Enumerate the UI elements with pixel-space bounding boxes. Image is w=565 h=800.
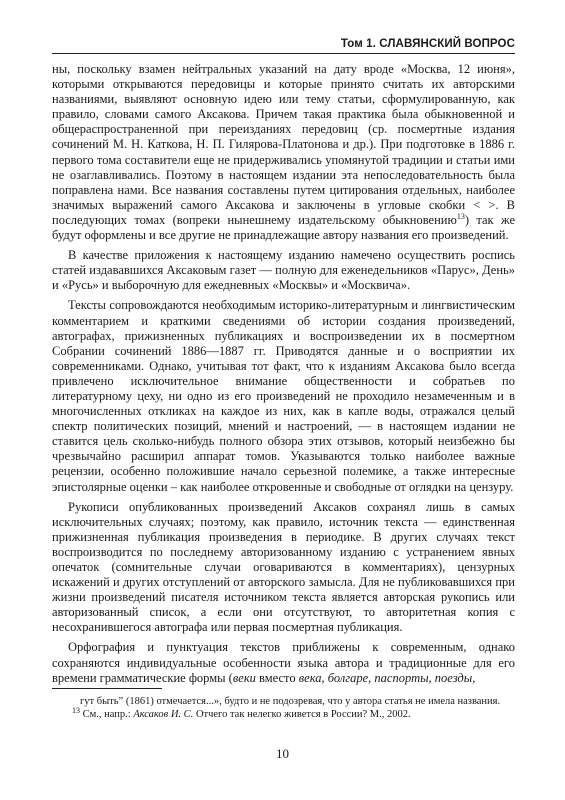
- text-run: В качестве приложения к настоящему изданию намечено осуществить роспись статей издававшихся Аксаковым газет — полную для еженедельников «Парус», День» и «Русь» и выборочную для ежедневных «Москвы» и «Москвича».: [52, 248, 515, 293]
- text-run: ) так же будут оформлены и все другие не принадлежащие автору названия его произведений.: [52, 212, 515, 243]
- text-run: гут быть” (1861) отмечается...», будто и не подозревая, что у автора статья не имела названия.: [80, 696, 501, 707]
- text-run: ны, поскольку взамен нейтральных указаний на дату вроде «Москва, 12 июня», которыми открываются передовицы и которые принято считать их авторскими названиями, выявляют основную идею или тему статьи, сформулированную, как правило, словами самого Аксакова. Причем такая практика была обыкновенной и общераспространенной при переизданиях передовиц (ср. посмертные издания сочинений М. Н. Каткова, Н. П. Гилярова-Платонова и др.). При подготовке в 1886 г. первого тома составители еще не придерживались упомянутой традиции и статьи ими не озаглавливались. Поэтому в настоящем издании эта непоследовательность была поправлена нами. Все названия составлены путем цитирования отдельных, наиболее значимых выражений самого Аксакова и заключены в угловые скобки < >. В последующих томах (вопреки нынешнему издательскому обыкновению: [52, 62, 515, 227]
- running-head: Том 1. СЛАВЯНСКИЙ ВОПРОС: [52, 38, 515, 54]
- italic-text: веки: [232, 670, 256, 685]
- text-run: Орфография и пунктуация текстов приближены к современным, однако сохраняются индивидуальные особенности языка автора и традиционные для его времени грамматические формы (: [52, 640, 515, 685]
- footnotes: [52, 688, 515, 721]
- italic-text: века, болгаре, паспорты, поезды,: [298, 670, 476, 685]
- page-number: 10: [276, 746, 289, 761]
- paragraph: [52, 248, 515, 293]
- paragraph: [52, 640, 515, 685]
- paragraph: [52, 298, 515, 494]
- text-run: вместо: [255, 670, 299, 685]
- footnote: [52, 695, 515, 708]
- footnote: [52, 705, 515, 721]
- text-run: Рукописи опубликованных произведений Аксаков сохранял лишь в самых исключительных случаях; поэтому, как правило, источник текста — единственная прижизненная публикация произведения в периодике. В других случаях текст воспроизводится по последнему авторизованному изданию с устранением явных опечаток (сомнительные случаи оговариваются в комментариях), цензурных искажений и других отступлений от авторского замысла. Для не публиковавшихся при жизни произведений писателя источником текста является авторская рукопись или авторизованный список, а если они отсутствуют, то авторитетная копия с несохранившегося автографа или первая посмертная публикация.: [52, 499, 515, 635]
- footnote-rule: [52, 688, 162, 689]
- paragraph: [52, 500, 515, 636]
- body-text: [52, 62, 515, 691]
- text-run: Отчего так нелегко живется в России? М., 2002.: [193, 709, 411, 720]
- text-run: Тексты сопровождаются необходимым историко-литературным и лингвистическим комментарием и краткими сведениями об истории создания произведений, автографах, прижизненных публикациях и воспроизведении их в посмертном Собрании сочинений 1886—1887 гг. Приводятся данные и о восприятии их современниками. Однако, учитывая тот факт, что к изданиям Аксакова было всегда привлечено исключительное внимание общественности и собратьев по литературному цеху, ни одно из его произведений не проходило незамеченным и в многочисленных откликах на каждое из них, как в капле воды, отражался целый спектр политических позиций, мнений и настроений, — в настоящем издании не ставится цель сколько-нибудь полного обзора этих отзывов, который неизбежно бы чрезвычайно расширил аппарат томов. Указываются только наиболее важные рецензии, особенно положившие начало серьезной полемике, а также интересные эпистолярные оценки – как наиболее откровенные и свободные от оглядки на цензуру.: [52, 298, 515, 494]
- footnote-ref: 13: [456, 211, 465, 221]
- footnote-number: 13: [72, 705, 80, 715]
- text-run: См., напр.:: [82, 709, 134, 720]
- paragraph: [52, 62, 515, 243]
- italic-text: Аксаков И. С.: [133, 709, 194, 720]
- footnote-list: [52, 695, 515, 721]
